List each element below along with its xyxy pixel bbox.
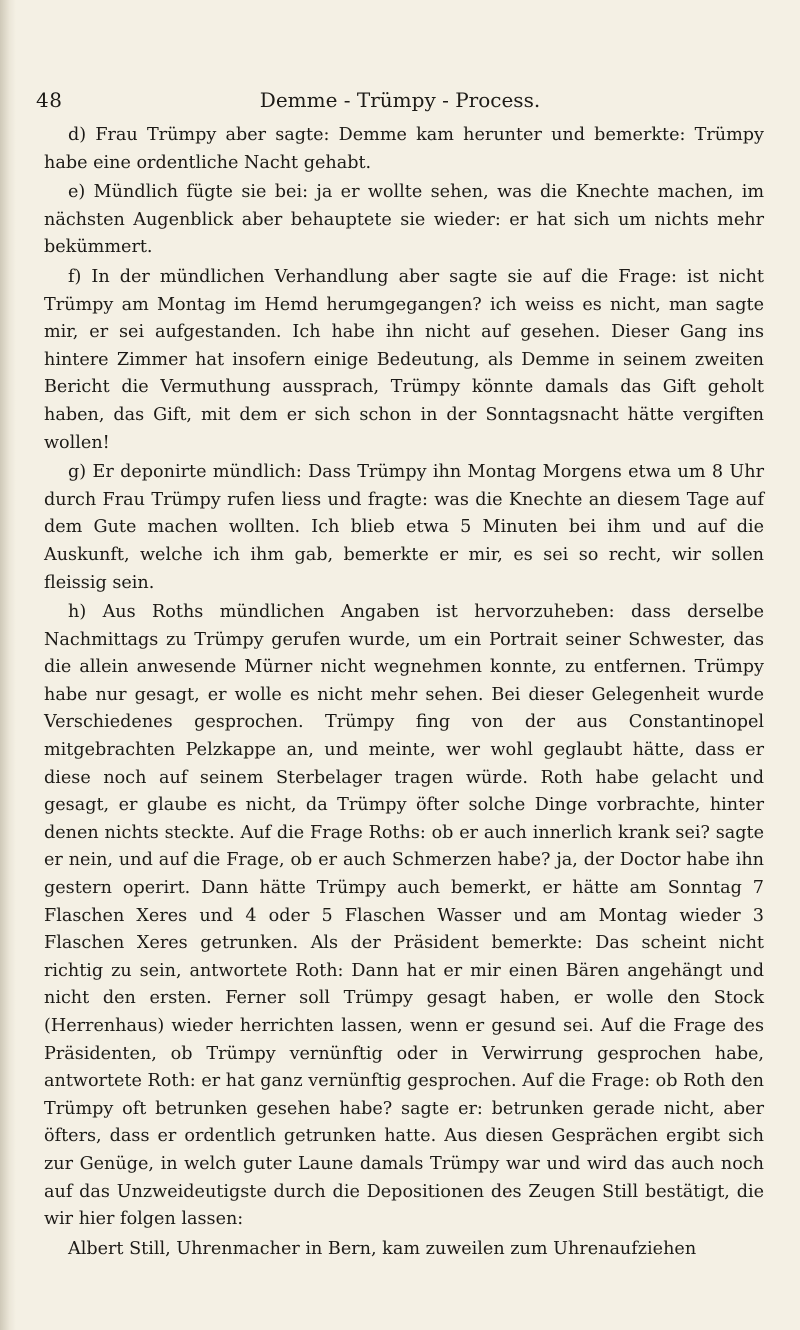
paragraph-f: f) In der mündlichen Verhandlung aber sagte sie auf die Frage: ist nicht Trümpy am Montag im Hemd herumgegangen? ich weiss es nicht, man sagte mir, er sei aufgestanden. Ich habe ihn nicht auf gesehen. Dieser Gang ins hintere Zimmer hat insofern einige Bedeutung, als Demme in seinem zweiten Bericht die Vermuthung aussprach, Trümpy könnte damals das Gift geholt haben, das Gift, mit dem er sich schon in der Sonntagsnacht hätte vergiften wollen!	[44, 266, 764, 453]
book-page	[36, 78, 764, 1318]
paragraph-e: e) Mündlich fügte sie bei: ja er wollte sehen, was die Knechte machen, im nächsten Augenblick aber behauptete sie wieder: er hat sich um nichts mehr bekümmert.	[44, 182, 764, 258]
running-title: Demme - Trümpy - Process.	[259, 88, 541, 112]
body-text	[44, 122, 764, 1265]
paragraph-d: d) Frau Trümpy aber sagte: Demme kam herunter und bemerkte: Trümpy habe eine ordentliche Nacht gehabt.	[44, 125, 764, 173]
paragraph-still: Albert Still, Uhrenmacher in Bern, kam zuweilen zum Uhrenaufziehen	[68, 1238, 697, 1259]
paragraph-g: g) Er deponirte mündlich: Dass Trümpy ihn Montag Morgens etwa um 8 Uhr durch Frau Trümpy rufen liess und fragte: was die Knechte an diesem Tage auf dem Gute machen wollten. Ich blieb etwa 5 Minuten bei ihm und auf die Auskunft, welche ich ihm gab, bemerkte er mir, es sei so recht, wir sollen fleissig sein.	[44, 462, 764, 593]
page-header	[36, 78, 764, 118]
paragraph-h: h) Aus Roths mündlichen Angaben ist hervorzuheben: dass derselbe Nachmittags zu Trümpy gerufen wurde, um ein Portrait seiner Schwester, das die allein anwesende Mürner nicht wegnehmen konnte, zu entfernen. Trümpy habe nur gesagt, er wolle es nicht mehr sehen. Bei dieser Gelegenheit wurde Verschiedenes gesprochen. Trümpy fing von der aus Constantinopel mitgebrachten Pelzkappe an, und meinte, wer wohl geglaubt hätte, dass er diese noch auf seinem Sterbelager tragen würde. Roth habe gelacht und gesagt, er glaube es nicht, da Trümpy öfter solche Dinge vorbrachte, hinter denen nichts steckte. Auf die Frage Roths: ob er auch innerlich krank sei? sagte er nein, und auf die Frage, ob er auch Schmerzen habe? ja, der Doctor habe ihn gestern operirt. Dann hätte Trümpy auch bemerkt, er hätte am Sonntag 7 Flaschen Xeres und 4 oder 5 Flaschen Wasser und am Montag wieder 3 Flaschen Xeres getrunken. Als der Präsident bemerkte: Das scheint nicht richtig zu sein, antwortete Roth: Dann hat er mir einen Bären angehängt und nicht den ersten. Ferner soll Trümpy gesagt haben, er wolle den Stock (Herrenhaus) wieder herrichten lassen, wenn er gesund sei. Auf die Frage des Präsidenten, ob Trümpy vernünftig oder in Verwirrung gesprochen habe, antwortete Roth: er hat ganz vernünftig gesprochen. Auf die Frage: ob Roth den Trümpy oft betrunken gesehen habe? sagte er: betrunken gerade nicht, aber öfters, dass er ordentlich getrunken hatte. Aus diesen Gesprächen ergibt sich zur Genüge, in welch guter Laune damals Trümpy war und wird das auch noch auf das Unzweideutigste durch die Depositionen des Zeugen Still bestätigt, die wir hier folgen lassen:	[44, 602, 764, 1230]
page-number: 48	[36, 88, 63, 112]
page-binding-shadow	[0, 0, 16, 1330]
